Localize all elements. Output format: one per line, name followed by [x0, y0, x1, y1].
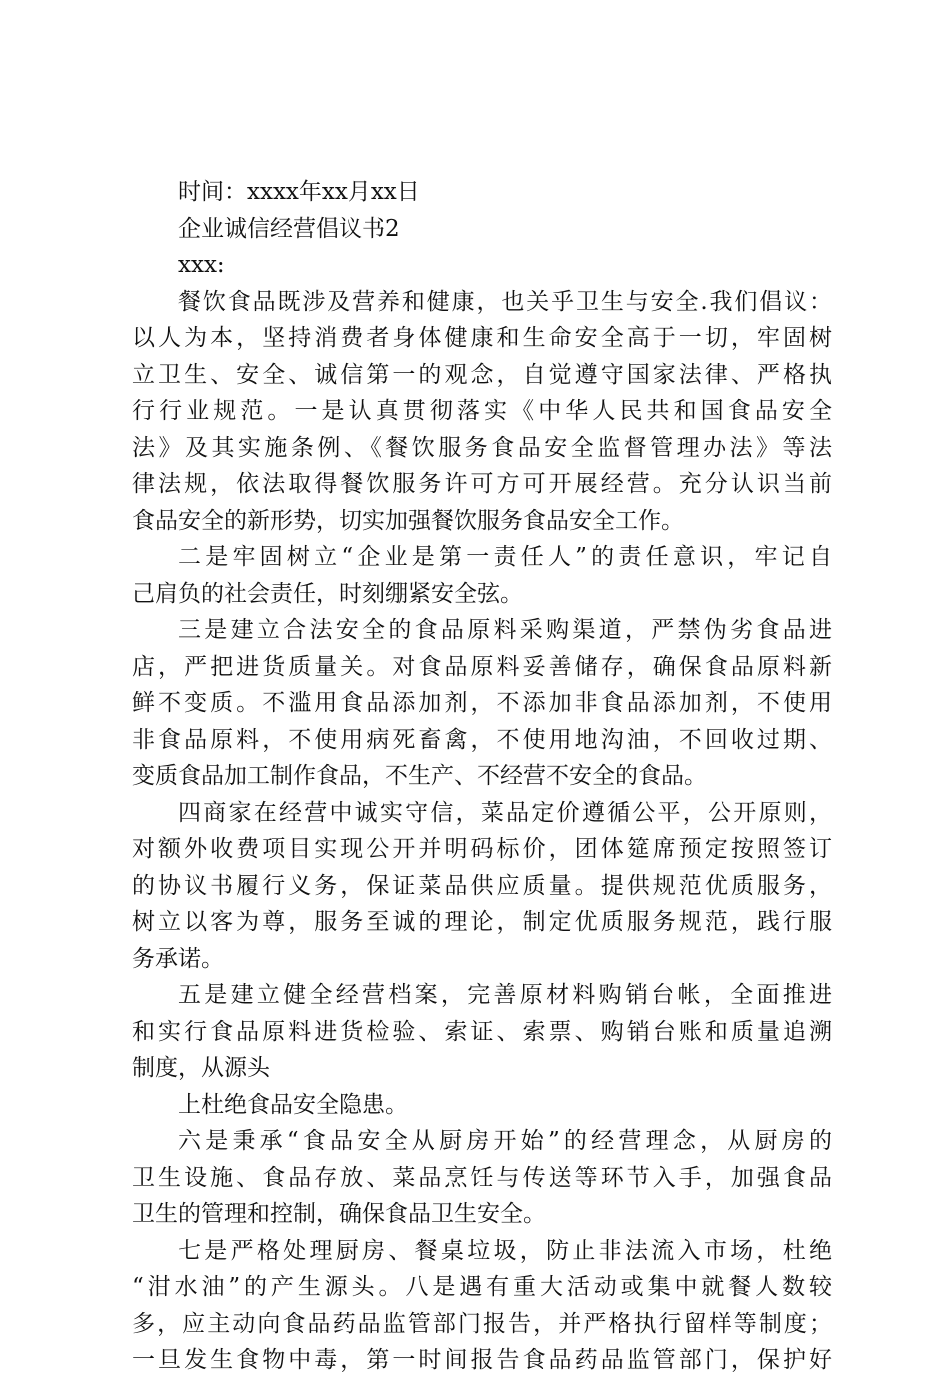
text-line: 对额外收费项目实现公开并明码标价，团体筵席预定按照签订: [132, 836, 832, 862]
text-line: 五是建立健全经营档案，完善原材料购销台帐，全面推进: [178, 982, 832, 1008]
paragraph-5: [132, 977, 832, 1087]
text-line: 餐饮食品既涉及营养和健康，也关乎卫生与安全.我们倡议：: [178, 288, 832, 315]
text-line: 卫生的管理和控制，确保食品卫生安全。: [132, 1201, 546, 1227]
document-title: 企业诚信经营倡议书2: [178, 215, 400, 242]
text-line: 制度，从源头: [132, 1055, 270, 1081]
text-line: 上杜绝食品安全隐患。: [178, 1091, 408, 1118]
text-line: 六是秉承“食品安全从厨房开始”的经营理念，从厨房的: [178, 1128, 832, 1154]
text-line: 一旦发生食物中毒，第一时间报告食品药品监管部门，保护好: [132, 1347, 832, 1373]
text-line: 务承诺。: [132, 945, 224, 972]
paragraph-3: [132, 612, 832, 795]
date-line: 时间：xxxx年xx月xx日: [178, 179, 420, 205]
text-line: 鲜不变质。不滥用食品添加剂，不添加非食品添加剂，不使用: [132, 690, 832, 716]
text-line: 食品安全的新形势，切实加强餐饮服务食品安全工作。: [132, 507, 684, 534]
text-line: 二是牢固树立“企业是第一责任人”的责任意识，牢记自: [178, 544, 832, 570]
text-line: 四商家在经营中诚实守信，菜品定价遵循公平，公开原则，: [178, 799, 832, 826]
text-line: 行行业规范。一是认真贯彻落实《中华人民共和国食品安全: [132, 398, 832, 424]
paragraph-8: [132, 1233, 832, 1379]
text-line: 变质食品加工制作食品，不生产、不经营不安全的食品。: [132, 763, 707, 789]
text-line: 法》及其实施条例、《餐饮服务食品安全监督管理办法》等法: [132, 434, 832, 461]
text-line: 非食品原料，不使用病死畜禽，不使用地沟油，不回收过期、: [132, 726, 832, 753]
paragraph-1: [132, 284, 832, 540]
text-line: 七是严格处理厨房、餐桌垃圾，防止非法流入市场，杜绝: [178, 1237, 832, 1264]
paragraph-6: [132, 1087, 832, 1124]
text-line: 卫生设施、食品存放、菜品烹饪与传送等环节入手，加强食品: [132, 1164, 832, 1191]
paragraph-4: [132, 795, 832, 978]
text-line: 以人为本，坚持消费者身体健康和生命安全高于一切，牢固树: [132, 325, 832, 351]
text-line: 己肩负的社会责任，时刻绷紧安全弦。: [132, 580, 523, 607]
salutation: xxx:: [178, 252, 225, 278]
text-line: 树立以客为尊，服务至诚的理论，制定优质服务规范，践行服: [132, 909, 832, 935]
text-line: 和实行食品原料进货检验、索证、索票、购销台账和质量追溯: [132, 1018, 832, 1045]
text-line: 店，严把进货质量关。对食品原料妥善储存，确保食品原料新: [132, 653, 832, 680]
text-line: 多，应主动向食品药品监管部门报告，并严格执行留样等制度；: [132, 1310, 832, 1337]
text-line: 立卫生、安全、诚信第一的观念，自觉遵守国家法律、严格执: [132, 361, 832, 388]
text-line: 的协议书履行义务，保证菜品供应质量。提供规范优质服务，: [132, 872, 832, 899]
text-line: 律法规，依法取得餐饮服务许可方可开展经营。充分认识当前: [132, 471, 832, 497]
paragraph-7: [132, 1123, 832, 1233]
text-line: 三是建立合法安全的食品原料采购渠道，严禁伪劣食品进: [178, 617, 832, 643]
document-page: [132, 174, 832, 1379]
paragraph-2: [132, 539, 832, 612]
text-line: “泔水油”的产生源头。八是遇有重大活动或集中就餐人数较: [132, 1274, 832, 1300]
